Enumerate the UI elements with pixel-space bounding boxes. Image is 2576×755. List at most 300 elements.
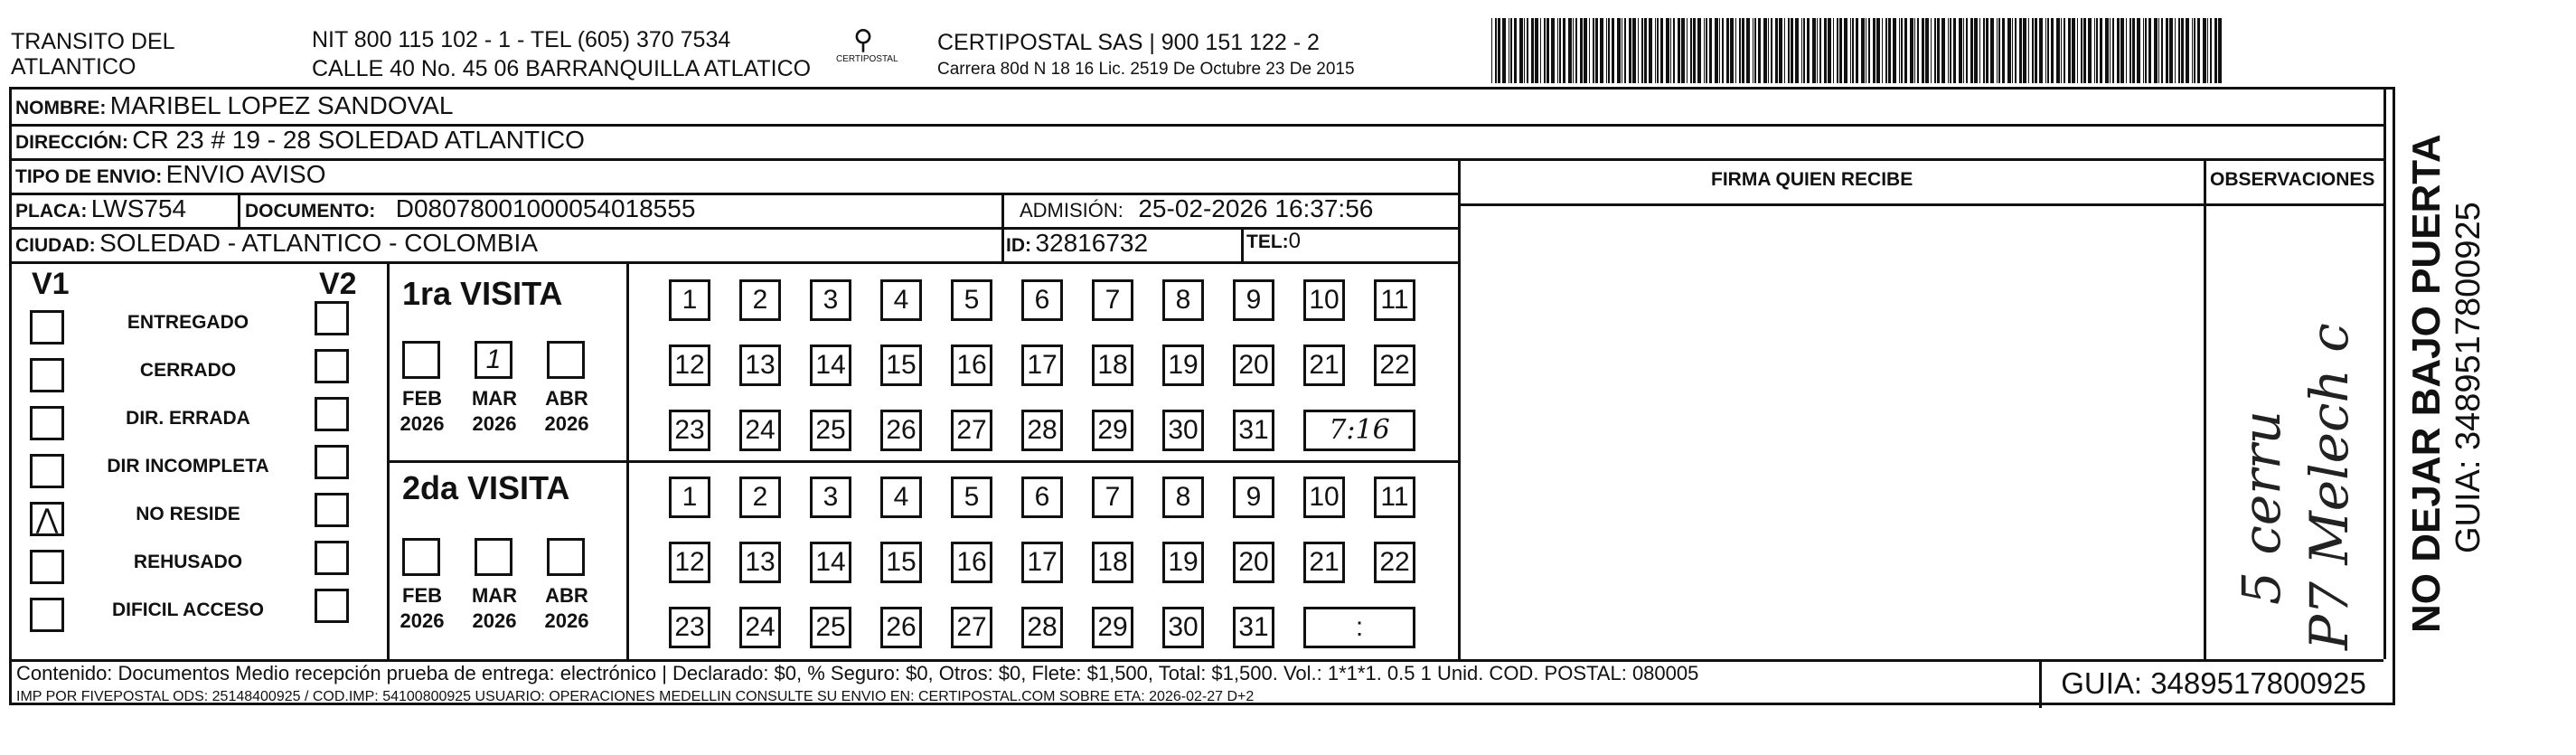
day-checkbox[interactable]: 18 xyxy=(1092,344,1133,386)
v1-checkbox[interactable] xyxy=(30,454,64,488)
barcode-bar xyxy=(2051,18,2054,83)
month-name: FEB xyxy=(402,387,442,410)
barcode-bar xyxy=(1589,18,1590,83)
day-checkbox[interactable]: 18 xyxy=(1092,542,1133,583)
day-checkbox[interactable]: 19 xyxy=(1162,542,1204,583)
barcode-bar xyxy=(2032,18,2034,83)
barcode-bar xyxy=(1666,18,1669,83)
barcode-bar xyxy=(1547,18,1549,83)
barcode-bar xyxy=(2143,18,2144,83)
v2-checkbox[interactable] xyxy=(315,589,349,623)
barcode-bar xyxy=(2218,18,2222,83)
logo-text: CERTIPOSTAL xyxy=(836,54,898,64)
barcode-bar xyxy=(1917,18,1919,83)
barcode-bar xyxy=(1801,18,1802,83)
month-checkbox[interactable] xyxy=(402,538,440,576)
barcode-bar xyxy=(1839,18,1842,83)
barcode-bar xyxy=(1531,18,1534,83)
barcode-bar xyxy=(2105,18,2109,83)
barcode-bar xyxy=(2207,18,2208,83)
month-name: MAR xyxy=(471,584,518,607)
barcode-bar xyxy=(2047,18,2049,83)
barcode-bar xyxy=(1722,18,1724,83)
direccion-label: DIRECCIÓN: xyxy=(15,132,128,153)
barcode-bar xyxy=(2129,18,2131,83)
barcode-bar xyxy=(2088,18,2092,83)
day-checkbox[interactable]: 28 xyxy=(1021,410,1063,451)
day-checkbox[interactable]: 20 xyxy=(1233,542,1274,583)
day-checkbox[interactable]: 6 xyxy=(1021,279,1063,321)
barcode-bar xyxy=(1910,18,1913,83)
guia-number: GUIA: 3489517800925 xyxy=(2061,666,2366,700)
day-checkbox[interactable]: 19 xyxy=(1162,344,1204,386)
barcode-bar xyxy=(1655,18,1656,83)
observation-handwriting-1: 5 cerru xyxy=(2231,411,2292,605)
barcode-bar xyxy=(1575,18,1577,83)
day-checkbox[interactable]: 30 xyxy=(1162,410,1204,451)
month-year: 2026 xyxy=(544,412,589,435)
month-year: 2026 xyxy=(400,412,445,435)
day-checkbox[interactable]: 8 xyxy=(1162,279,1204,321)
certipostal-logo xyxy=(836,25,898,81)
barcode-bar xyxy=(1937,18,1940,83)
day-checkbox[interactable]: 3 xyxy=(810,279,851,321)
barcode-bar xyxy=(1824,18,1827,83)
second-visit-time[interactable]: : xyxy=(1303,607,1415,648)
barcode-bar xyxy=(1837,18,1838,83)
day-checkbox[interactable]: 16 xyxy=(951,344,992,386)
ciudad-value: SOLEDAD - ATLANTICO - COLOMBIA xyxy=(99,229,539,257)
status-label: ENTREGADO xyxy=(127,312,249,333)
barcode-bar xyxy=(2181,18,2184,83)
barcode-bar xyxy=(1608,18,1610,83)
barcode-bar xyxy=(2110,18,2111,83)
barcode-bar xyxy=(1876,18,1880,83)
barcode-bar xyxy=(1861,18,1865,83)
barcode-bar xyxy=(2023,18,2026,83)
barcode-bar xyxy=(2126,18,2127,83)
barcode-bar xyxy=(1568,18,1572,83)
barcode-bar xyxy=(1624,18,1626,83)
month-label xyxy=(395,583,449,634)
day-checkbox[interactable]: 7 xyxy=(1092,477,1133,518)
barcode-bar xyxy=(2077,18,2078,83)
barcode-bar xyxy=(1795,18,1799,83)
firma-label: FIRMA QUIEN RECIBE xyxy=(1711,169,1913,190)
day-checkbox[interactable]: 27 xyxy=(951,410,992,451)
barcode-bar xyxy=(1681,18,1685,83)
day-checkbox[interactable]: 29 xyxy=(1092,410,1133,451)
barcode-bar xyxy=(1660,18,1663,83)
barcode-bar xyxy=(2194,18,2195,83)
print-info-line: IMP POR FIVEPOSTAL ODS: 25148400925 / COD.IMP: 54100800925 USUARIO: OPERACIONES MEDELLIN CONSULTE SU ENVIO EN: CERTIPOSTAL.COM SOBRE ETA: 2026-02-27 D+2 xyxy=(16,689,1255,704)
placa-value: LWS754 xyxy=(90,194,187,222)
day-checkbox[interactable]: 7 xyxy=(1092,279,1133,321)
day-checkbox[interactable]: 27 xyxy=(951,607,992,648)
day-checkbox[interactable]: 6 xyxy=(1021,477,1063,518)
logo-icon: ⚲ xyxy=(853,25,873,55)
month-checkbox[interactable] xyxy=(402,341,440,379)
barcode-bar xyxy=(1856,18,1858,83)
barcode-bar xyxy=(1742,18,1744,83)
day-checkbox[interactable]: 21 xyxy=(1303,542,1345,583)
barcode-bar xyxy=(1632,18,1636,83)
barcode-bar xyxy=(1775,18,1778,83)
barcode-bar xyxy=(1990,18,1994,83)
status-label: DIFICIL ACCESO xyxy=(111,599,264,620)
barcode-bar xyxy=(1888,18,1891,83)
day-checkbox[interactable]: 14 xyxy=(810,542,851,583)
barcode-bar xyxy=(2197,18,2200,83)
status-label: CERRADO xyxy=(139,360,237,381)
barcode-bar xyxy=(2166,18,2168,83)
day-checkbox[interactable]: 16 xyxy=(951,542,992,583)
barcode-bar xyxy=(1914,18,1915,83)
barcode-bar xyxy=(1979,18,1980,83)
barcode-bar xyxy=(1882,18,1883,83)
barcode-bar xyxy=(2117,18,2120,83)
month-checkbox[interactable]: 1 xyxy=(475,341,512,379)
first-visit-time[interactable]: 7:16 xyxy=(1303,410,1415,451)
barcode-bar xyxy=(1850,18,1851,83)
nit-line: NIT 800 115 102 - 1 - TEL (605) 370 7534 xyxy=(312,27,731,52)
tel-value: 0 xyxy=(1288,229,1302,253)
day-checkbox[interactable]: 29 xyxy=(1092,607,1133,648)
day-checkbox[interactable]: 11 xyxy=(1374,477,1415,518)
issuer-contact xyxy=(312,25,811,83)
status-label: NO RESIDE xyxy=(136,504,240,524)
day-checkbox[interactable]: 11 xyxy=(1374,279,1415,321)
barcode-bar xyxy=(2061,18,2062,83)
day-checkbox[interactable]: 3 xyxy=(810,477,851,518)
barcode-bar xyxy=(1931,18,1932,83)
barcode-bar xyxy=(1495,18,1497,83)
barcode-bar xyxy=(1600,18,1603,83)
barcode-bar xyxy=(1893,18,1896,83)
barcode-bar xyxy=(1687,18,1688,83)
placa-label: PLACA: xyxy=(15,201,88,222)
barcode-bar xyxy=(1693,18,1696,83)
barcode-bar xyxy=(1527,18,1528,83)
issuer-name xyxy=(11,29,175,80)
v2-checkbox[interactable] xyxy=(315,301,349,335)
courier-line-1: CERTIPOSTAL SAS | 900 151 122 - 2 xyxy=(937,30,1320,55)
barcode-bar xyxy=(1593,18,1594,83)
v1-checkbox[interactable]: ⋀ xyxy=(30,502,64,536)
barcode-bar xyxy=(1873,18,1876,83)
id-label: ID: xyxy=(1006,235,1031,256)
barcode-bar xyxy=(1510,18,1512,83)
barcode-bar xyxy=(1959,18,1962,83)
barcode-bar xyxy=(1638,18,1639,83)
day-checkbox[interactable]: 2 xyxy=(739,279,781,321)
v2-checkbox[interactable] xyxy=(315,445,349,479)
day-checkbox[interactable]: 1 xyxy=(669,279,710,321)
barcode-bar xyxy=(2137,18,2140,83)
barcode-bar xyxy=(1709,18,1712,83)
barcode-bar xyxy=(1819,18,1821,83)
day-checkbox[interactable]: 10 xyxy=(1303,477,1345,518)
observation-handwriting-2: P7 Melech c xyxy=(2299,323,2360,650)
day-checkbox[interactable]: 10 xyxy=(1303,279,1345,321)
barcode-bar xyxy=(1807,18,1810,83)
day-checkbox[interactable]: 22 xyxy=(1374,344,1415,386)
month-label xyxy=(467,386,522,437)
barcode-bar xyxy=(2161,18,2163,83)
barcode-bar xyxy=(1644,18,1647,83)
barcode-bar xyxy=(1963,18,1964,83)
barcode-bar xyxy=(1514,18,1517,83)
day-checkbox[interactable]: 15 xyxy=(880,542,922,583)
day-checkbox[interactable]: 31 xyxy=(1233,607,1274,648)
barcode-bar xyxy=(1833,18,1834,83)
day-checkbox[interactable]: 26 xyxy=(880,410,922,451)
barcode-bar xyxy=(2112,18,2114,83)
barcode-bar xyxy=(1557,18,1558,83)
month-year: 2026 xyxy=(400,609,445,632)
barcode-bar xyxy=(1966,18,1968,83)
v1-header: V1 xyxy=(32,267,70,301)
month-name: ABR xyxy=(545,584,588,607)
barcode-bar xyxy=(2100,18,2102,83)
month-year: 2026 xyxy=(544,609,589,632)
barcode-bar xyxy=(1502,18,1506,83)
month-checkbox[interactable] xyxy=(475,538,512,576)
barcode-bar xyxy=(1974,18,1978,83)
barcode-bar xyxy=(1519,18,1523,83)
day-checkbox[interactable]: 4 xyxy=(880,279,922,321)
barcode-bar xyxy=(1746,18,1750,83)
day-checkbox[interactable]: 22 xyxy=(1374,542,1415,583)
courier-info xyxy=(937,29,1355,83)
barcode-bar xyxy=(1817,18,1818,83)
v1-checkbox[interactable] xyxy=(30,598,64,632)
barcode-bar xyxy=(1852,18,1854,83)
tipo-envio-value: ENVIO AVISO xyxy=(165,160,326,188)
day-checkbox[interactable]: 26 xyxy=(880,607,922,648)
day-checkbox[interactable]: 30 xyxy=(1162,607,1204,648)
barcode-bar xyxy=(2028,18,2029,83)
month-name: FEB xyxy=(402,584,442,607)
barcode-bar xyxy=(2056,18,2060,83)
barcode-bar xyxy=(1950,18,1951,83)
day-checkbox[interactable]: 20 xyxy=(1233,344,1274,386)
barcode-bar xyxy=(1559,18,1561,83)
barcode-bar xyxy=(2045,18,2046,83)
barcode-bar xyxy=(1540,18,1541,83)
barcode-bar xyxy=(1706,18,1707,83)
barcode-bar xyxy=(1771,18,1772,83)
barcode-bar xyxy=(1715,18,1718,83)
barcode-bar xyxy=(1535,18,1538,83)
address-line: CALLE 40 No. 45 06 BARRANQUILLA ATLATICO xyxy=(312,56,812,81)
day-checkbox[interactable]: 9 xyxy=(1233,279,1274,321)
month-year: 2026 xyxy=(472,609,517,632)
v2-checkbox[interactable] xyxy=(315,349,349,383)
day-checkbox[interactable]: 23 xyxy=(669,607,710,648)
barcode-bar xyxy=(1901,18,1903,83)
day-checkbox[interactable]: 25 xyxy=(810,410,851,451)
month-label xyxy=(540,583,594,634)
day-checkbox[interactable]: 1 xyxy=(669,477,710,518)
barcode-bar xyxy=(1498,18,1500,83)
no-dejar-warning: NO DEJAR BAJO PUERTA xyxy=(2404,134,2449,633)
side-guia: GUIA: 3489517800925 xyxy=(2449,202,2487,553)
courier-line-2: Carrera 80d N 18 16 Lic. 2519 De Octubre 23 De 2015 xyxy=(937,60,1355,79)
v1-checkbox[interactable] xyxy=(30,550,64,584)
barcode-bar xyxy=(2154,18,2158,83)
status-label: DIR. ERRADA xyxy=(126,408,250,429)
day-checkbox[interactable]: 5 xyxy=(951,477,992,518)
day-checkbox[interactable]: 31 xyxy=(1233,410,1274,451)
day-checkbox[interactable]: 13 xyxy=(739,542,781,583)
barcode-bar xyxy=(2148,18,2151,83)
id-value: 32816732 xyxy=(1035,229,1149,257)
day-checkbox[interactable]: 14 xyxy=(810,344,851,386)
month-label xyxy=(467,583,522,634)
barcode-bar xyxy=(2064,18,2065,83)
barcode-bar xyxy=(2035,18,2037,83)
day-checkbox[interactable]: 12 xyxy=(669,344,710,386)
barcode-bar xyxy=(1704,18,1705,83)
barcode-bar xyxy=(1758,18,1761,83)
month-name: ABR xyxy=(545,387,588,410)
barcode-bar xyxy=(2083,18,2086,83)
barcode-bar xyxy=(1948,18,1949,83)
v2-checkbox[interactable] xyxy=(315,541,349,575)
v2-checkbox[interactable] xyxy=(315,493,349,527)
barcode-bar xyxy=(2175,18,2176,83)
day-checkbox[interactable]: 17 xyxy=(1021,542,1063,583)
second-visit-title: 2da VISITA xyxy=(402,469,570,506)
barcode-bar xyxy=(2203,18,2206,83)
barcode-bar xyxy=(1719,18,1720,83)
v1-checkbox[interactable] xyxy=(30,406,64,440)
barcode-bar xyxy=(1584,18,1587,83)
barcode-bar xyxy=(1524,18,1525,83)
barcode-bar xyxy=(2214,18,2217,83)
barcode-bar xyxy=(1922,18,1924,83)
day-checkbox[interactable]: 23 xyxy=(669,410,710,451)
day-checkbox[interactable]: 12 xyxy=(669,542,710,583)
barcode-bar xyxy=(1580,18,1583,83)
direccion-value: CR 23 # 19 - 28 SOLEDAD ATLANTICO xyxy=(132,126,585,154)
day-checkbox[interactable]: 24 xyxy=(739,607,781,648)
barcode-bar xyxy=(2192,18,2193,83)
month-label xyxy=(540,386,594,437)
barcode-bar xyxy=(2012,18,2013,83)
barcode-bar xyxy=(1986,18,1988,83)
barcode-bar xyxy=(2169,18,2173,83)
barcode-bar xyxy=(1551,18,1555,83)
month-checkbox[interactable] xyxy=(547,341,585,379)
barcode-bar xyxy=(1612,18,1614,83)
admision-label: ADMISIÓN: xyxy=(1020,199,1123,222)
barcode-bar xyxy=(1925,18,1929,83)
issuer-line-1: TRANSITO DEL xyxy=(11,29,175,54)
month-checkbox[interactable] xyxy=(547,538,585,576)
day-checkbox[interactable]: 9 xyxy=(1233,477,1274,518)
status-label: DIR INCOMPLETA xyxy=(107,456,269,477)
month-name: MAR xyxy=(471,387,518,410)
barcode-bar xyxy=(1868,18,1870,83)
barcode-bar xyxy=(1791,18,1793,83)
barcode-bar xyxy=(1730,18,1734,83)
barcode-bar xyxy=(1697,18,1701,83)
day-checkbox[interactable]: 21 xyxy=(1303,344,1345,386)
month-year: 2026 xyxy=(472,412,517,435)
day-checkbox[interactable]: 15 xyxy=(880,344,922,386)
ciudad-label: CIUDAD: xyxy=(15,235,96,256)
barcode-bar xyxy=(1812,18,1816,83)
status-label: REHUSADO xyxy=(133,552,243,572)
barcode-bar xyxy=(1726,18,1729,83)
barcode-bar xyxy=(2210,18,2212,83)
barcode-bar xyxy=(1828,18,1831,83)
contents-line: Contenido: Documentos Medio recepción prueba de entrega: electrónico | Declarado: $0, % Seguro: $0, Otros: $0, Flete: $1,500, Total: $1,500. Vol.: 1*1*1. 0.5 1 Unid. COD. POSTAL: 080005 xyxy=(16,662,1699,684)
day-checkbox[interactable]: 17 xyxy=(1021,344,1063,386)
barcode-bar xyxy=(1739,18,1741,83)
barcode-bar xyxy=(1997,18,1998,83)
documento-label: DOCUMENTO: xyxy=(245,201,376,222)
barcode-bar xyxy=(2081,18,2082,83)
barcode-bar xyxy=(1784,18,1785,83)
nombre-label: NOMBRE: xyxy=(15,98,107,118)
barcode-bar xyxy=(1763,18,1767,83)
day-checkbox[interactable]: 4 xyxy=(880,477,922,518)
barcode-bar xyxy=(1641,18,1643,83)
day-checkbox[interactable]: 25 xyxy=(810,607,851,648)
first-visit-title: 1ra VISITA xyxy=(402,275,563,312)
barcode-bar xyxy=(1670,18,1671,83)
day-checkbox[interactable]: 13 xyxy=(739,344,781,386)
barcode-bar xyxy=(1573,18,1574,83)
admision-value: 25-02-2026 16:37:56 xyxy=(1138,194,1374,222)
barcode-bar xyxy=(1998,18,2000,83)
barcode-bar xyxy=(1649,18,1652,83)
barcode-bar xyxy=(1885,18,1887,83)
barcode-bar xyxy=(2094,18,2095,83)
barcode-bar xyxy=(2158,18,2159,83)
day-checkbox[interactable]: 5 xyxy=(951,279,992,321)
nombre-value: MARIBEL LOPEZ SANDOVAL xyxy=(109,91,454,119)
barcode-bar xyxy=(2072,18,2075,83)
tipo-envio-label: TIPO DE ENVIO: xyxy=(15,166,163,187)
barcode-bar xyxy=(1629,18,1631,83)
tel-label: TEL: xyxy=(1246,231,1289,252)
barcode-bar xyxy=(1678,18,1680,83)
barcode xyxy=(1491,18,2223,83)
barcode-bar xyxy=(1768,18,1769,83)
barcode-bar xyxy=(1657,18,1659,83)
barcode-bar xyxy=(1941,18,1945,83)
documento-value: D08078001000054018555 xyxy=(395,194,696,222)
barcode-bar xyxy=(1595,18,1598,83)
v1-checkbox[interactable] xyxy=(30,358,64,392)
day-checkbox[interactable]: 2 xyxy=(739,477,781,518)
v2-checkbox[interactable] xyxy=(315,397,349,431)
v1-checkbox[interactable] xyxy=(30,310,64,344)
day-checkbox[interactable]: 28 xyxy=(1021,607,1063,648)
barcode-bar xyxy=(1754,18,1756,83)
barcode-bar xyxy=(1934,18,1936,83)
barcode-bar xyxy=(1983,18,1985,83)
barcode-bar xyxy=(1844,18,1847,83)
day-checkbox[interactable]: 24 xyxy=(739,410,781,451)
day-checkbox[interactable]: 8 xyxy=(1162,477,1204,518)
barcode-bar xyxy=(1970,18,1973,83)
month-label xyxy=(395,386,449,437)
